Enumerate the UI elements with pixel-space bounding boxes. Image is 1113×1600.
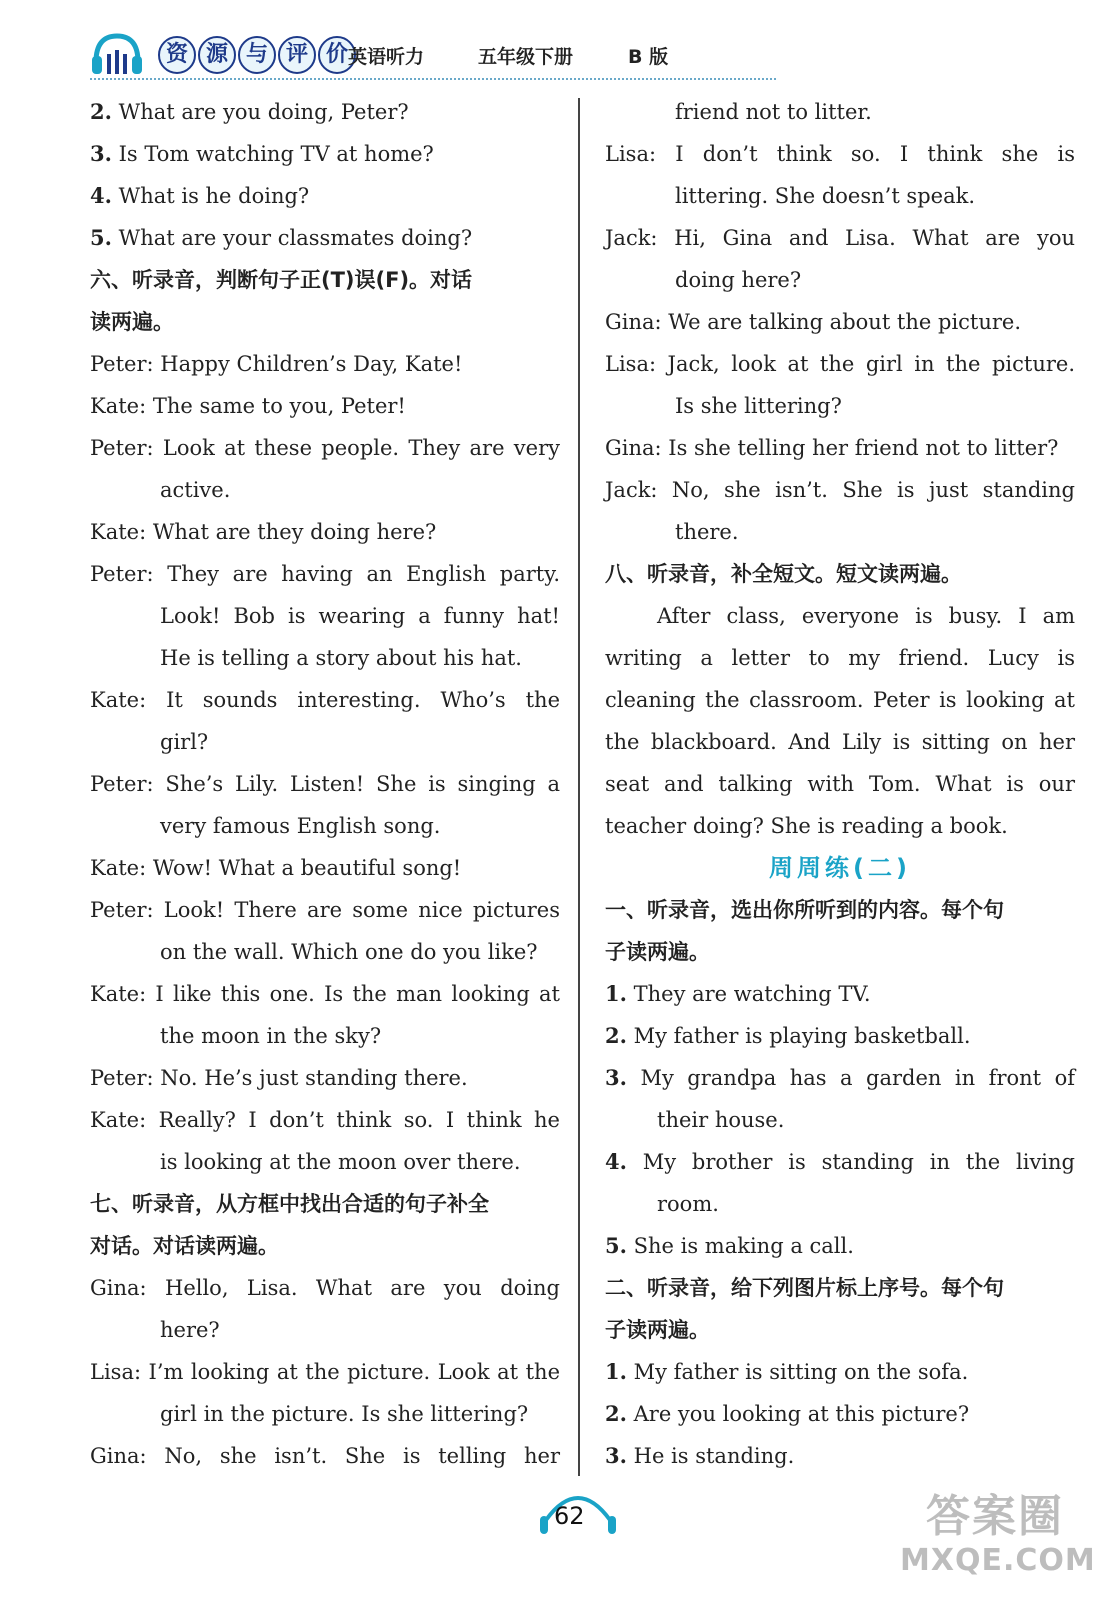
item-number: 2.	[90, 99, 112, 124]
section-heading: 子读两遍。	[605, 940, 710, 964]
dialogue-line: active.	[160, 478, 231, 502]
page-number: 62	[554, 1502, 585, 1530]
item-text: What are you doing, Peter?	[118, 100, 409, 124]
header-subject: 英语听力	[348, 46, 425, 68]
item-text: She is making a call.	[633, 1234, 854, 1258]
dialogue-line: Kate: It sounds interesting. Who’s the	[90, 688, 560, 712]
dialogue-line: friend not to litter.	[675, 100, 872, 124]
item-text: My brother is standing in the living	[642, 1150, 1075, 1174]
dialogue-line: Lisa: I’m looking at the picture. Look at the	[90, 1360, 560, 1384]
dialogue-line: Is she littering?	[675, 394, 842, 418]
brand-char: 与	[238, 36, 276, 74]
numbered-item	[90, 175, 560, 217]
dialogue-line: the moon in the sky?	[160, 1024, 382, 1048]
dialogue-line: Kate: Wow! What a beautiful song!	[90, 856, 462, 880]
dialogue-line: He is telling a story about his hat.	[160, 646, 522, 670]
dialogue-line: Peter: Look! There are some nice pictures	[90, 898, 560, 922]
headphones-icon	[90, 32, 144, 76]
item-text: Is Tom watching TV at home?	[118, 142, 434, 166]
item-number: 1.	[605, 1359, 627, 1384]
dialogue-line: Jack: No, she isn’t. She is just standing	[605, 478, 1075, 502]
dialogue-line: writing a letter to my friend. Lucy is	[605, 646, 1075, 670]
numbered-item	[605, 1225, 1075, 1267]
section-heading: 八、听录音，补全短文。短文读两遍。	[605, 562, 962, 586]
dialogue-line: very famous English song.	[160, 814, 441, 838]
dialogue-line: Peter: She’s Lily. Listen! She is singing a	[90, 772, 560, 796]
item-text: What are your classmates doing?	[118, 226, 473, 250]
numbered-item	[90, 91, 560, 133]
section-heading: 对话。对话读两遍。	[90, 1234, 279, 1258]
dialogue-line: the blackboard. And Lily is sitting on her	[605, 730, 1075, 754]
dialogue-line: Peter: Look at these people. They are very	[90, 436, 560, 460]
item-number: 2.	[605, 1023, 627, 1048]
dialogue-line: cleaning the classroom. Peter is looking at	[605, 688, 1075, 712]
item-number: 4.	[605, 1149, 627, 1174]
dialogue-line: seat and talking with Tom. What is our	[605, 772, 1075, 796]
brand-char: 资	[158, 36, 196, 74]
item-text: He is standing.	[633, 1444, 795, 1468]
numbered-item	[90, 133, 560, 175]
dialogue-line: Peter: They are having an English party.	[90, 562, 560, 586]
item-number: 2.	[605, 1401, 627, 1426]
watermark-url: MXQE.COM	[900, 1543, 1096, 1578]
numbered-item	[605, 1015, 1075, 1057]
dialogue-line: Kate: The same to you, Peter!	[90, 394, 406, 418]
watermark-logo	[900, 1490, 1096, 1590]
dialogue-line: is looking at the moon over there.	[160, 1150, 521, 1174]
numbered-item	[605, 1057, 1075, 1099]
numbered-item	[605, 1351, 1075, 1393]
item-number: 3.	[605, 1065, 627, 1090]
dialogue-line: girl in the picture. Is she littering?	[160, 1402, 529, 1426]
brand-title	[158, 36, 356, 74]
dialogue-line: Gina: Is she telling her friend not to litter?	[605, 436, 1059, 460]
item-number: 1.	[605, 981, 627, 1006]
section-heading: 六、听录音，判断句子正(T)误(F)。对话	[90, 268, 473, 292]
brand-char: 价	[318, 36, 356, 74]
dialogue-line: Peter: Happy Children’s Day, Kate!	[90, 352, 463, 376]
brand-char: 评	[278, 36, 316, 74]
dialogue-line: Gina: We are talking about the picture.	[605, 310, 1022, 334]
numbered-item	[605, 1435, 1075, 1477]
item-text: My father is playing basketball.	[633, 1024, 971, 1048]
item-number: 5.	[605, 1233, 627, 1258]
header-edition: B 版	[628, 46, 669, 68]
header-grade: 五年级下册	[478, 46, 574, 68]
section-heading: 七、听录音，从方框中找出合适的句子补全	[90, 1192, 489, 1216]
numbered-item	[605, 1393, 1075, 1435]
section-heading: 一、听录音，选出你所听到的内容。每个句	[605, 898, 1004, 922]
brand-char: 源	[198, 36, 236, 74]
dialogue-line: girl?	[160, 730, 209, 754]
page-header	[90, 30, 790, 78]
section-heading: 读两遍。	[90, 310, 174, 334]
item-text: They are watching TV.	[633, 982, 871, 1006]
dialogue-line: Peter: No. He’s just standing there.	[90, 1066, 468, 1090]
weekly-practice-title: 周周练(二)	[769, 854, 911, 882]
dialogue-line: teacher doing? She is reading a book.	[605, 814, 1008, 838]
dialogue-line: Jack: Hi, Gina and Lisa. What are you	[605, 226, 1075, 250]
item-text: My grandpa has a garden in front of	[640, 1066, 1075, 1090]
item-number: 3.	[605, 1443, 627, 1468]
dialogue-line: Lisa: I don’t think so. I think she is	[605, 142, 1075, 166]
dialogue-line: Gina: No, she isn’t. She is telling her	[90, 1444, 560, 1468]
column-divider	[578, 98, 580, 1476]
dialogue-line: doing here?	[675, 268, 802, 292]
item-text: What is he doing?	[118, 184, 310, 208]
paragraph-line: After class, everyone is busy. I am	[657, 604, 1075, 628]
page-number-badge	[538, 1480, 618, 1540]
watermark-text: 答案圈	[926, 1491, 1064, 1542]
right-column	[605, 91, 1075, 1477]
dialogue-line: Gina: Hello, Lisa. What are you doing	[90, 1276, 560, 1300]
item-number: 5.	[90, 225, 112, 250]
dialogue-line: their house.	[657, 1108, 785, 1132]
dialogue-line: Kate: What are they doing here?	[90, 520, 437, 544]
item-number: 3.	[90, 141, 112, 166]
dialogue-line: Kate: I like this one. Is the man looking at	[90, 982, 560, 1006]
dialogue-line: on the wall. Which one do you like?	[160, 940, 538, 964]
section-heading: 二、听录音，给下列图片标上序号。每个句	[605, 1276, 1004, 1300]
item-number: 4.	[90, 183, 112, 208]
left-column	[90, 91, 560, 1477]
dialogue-line: Lisa: Jack, look at the girl in the picture.	[605, 352, 1075, 376]
dialogue-line: there.	[675, 520, 739, 544]
dialogue-line: littering. She doesn’t speak.	[675, 184, 975, 208]
dialogue-line: here?	[160, 1318, 220, 1342]
section-heading: 子读两遍。	[605, 1318, 710, 1342]
numbered-item	[605, 1141, 1075, 1183]
dialogue-line: room.	[657, 1192, 719, 1216]
numbered-item	[90, 217, 560, 259]
dialogue-line: Look! Bob is wearing a funny hat!	[160, 604, 560, 628]
header-divider	[90, 78, 776, 80]
numbered-item	[605, 973, 1075, 1015]
item-text: My father is sitting on the sofa.	[633, 1360, 969, 1384]
dialogue-line: Kate: Really? I don’t think so. I think he	[90, 1108, 560, 1132]
item-text: Are you looking at this picture?	[633, 1402, 970, 1426]
